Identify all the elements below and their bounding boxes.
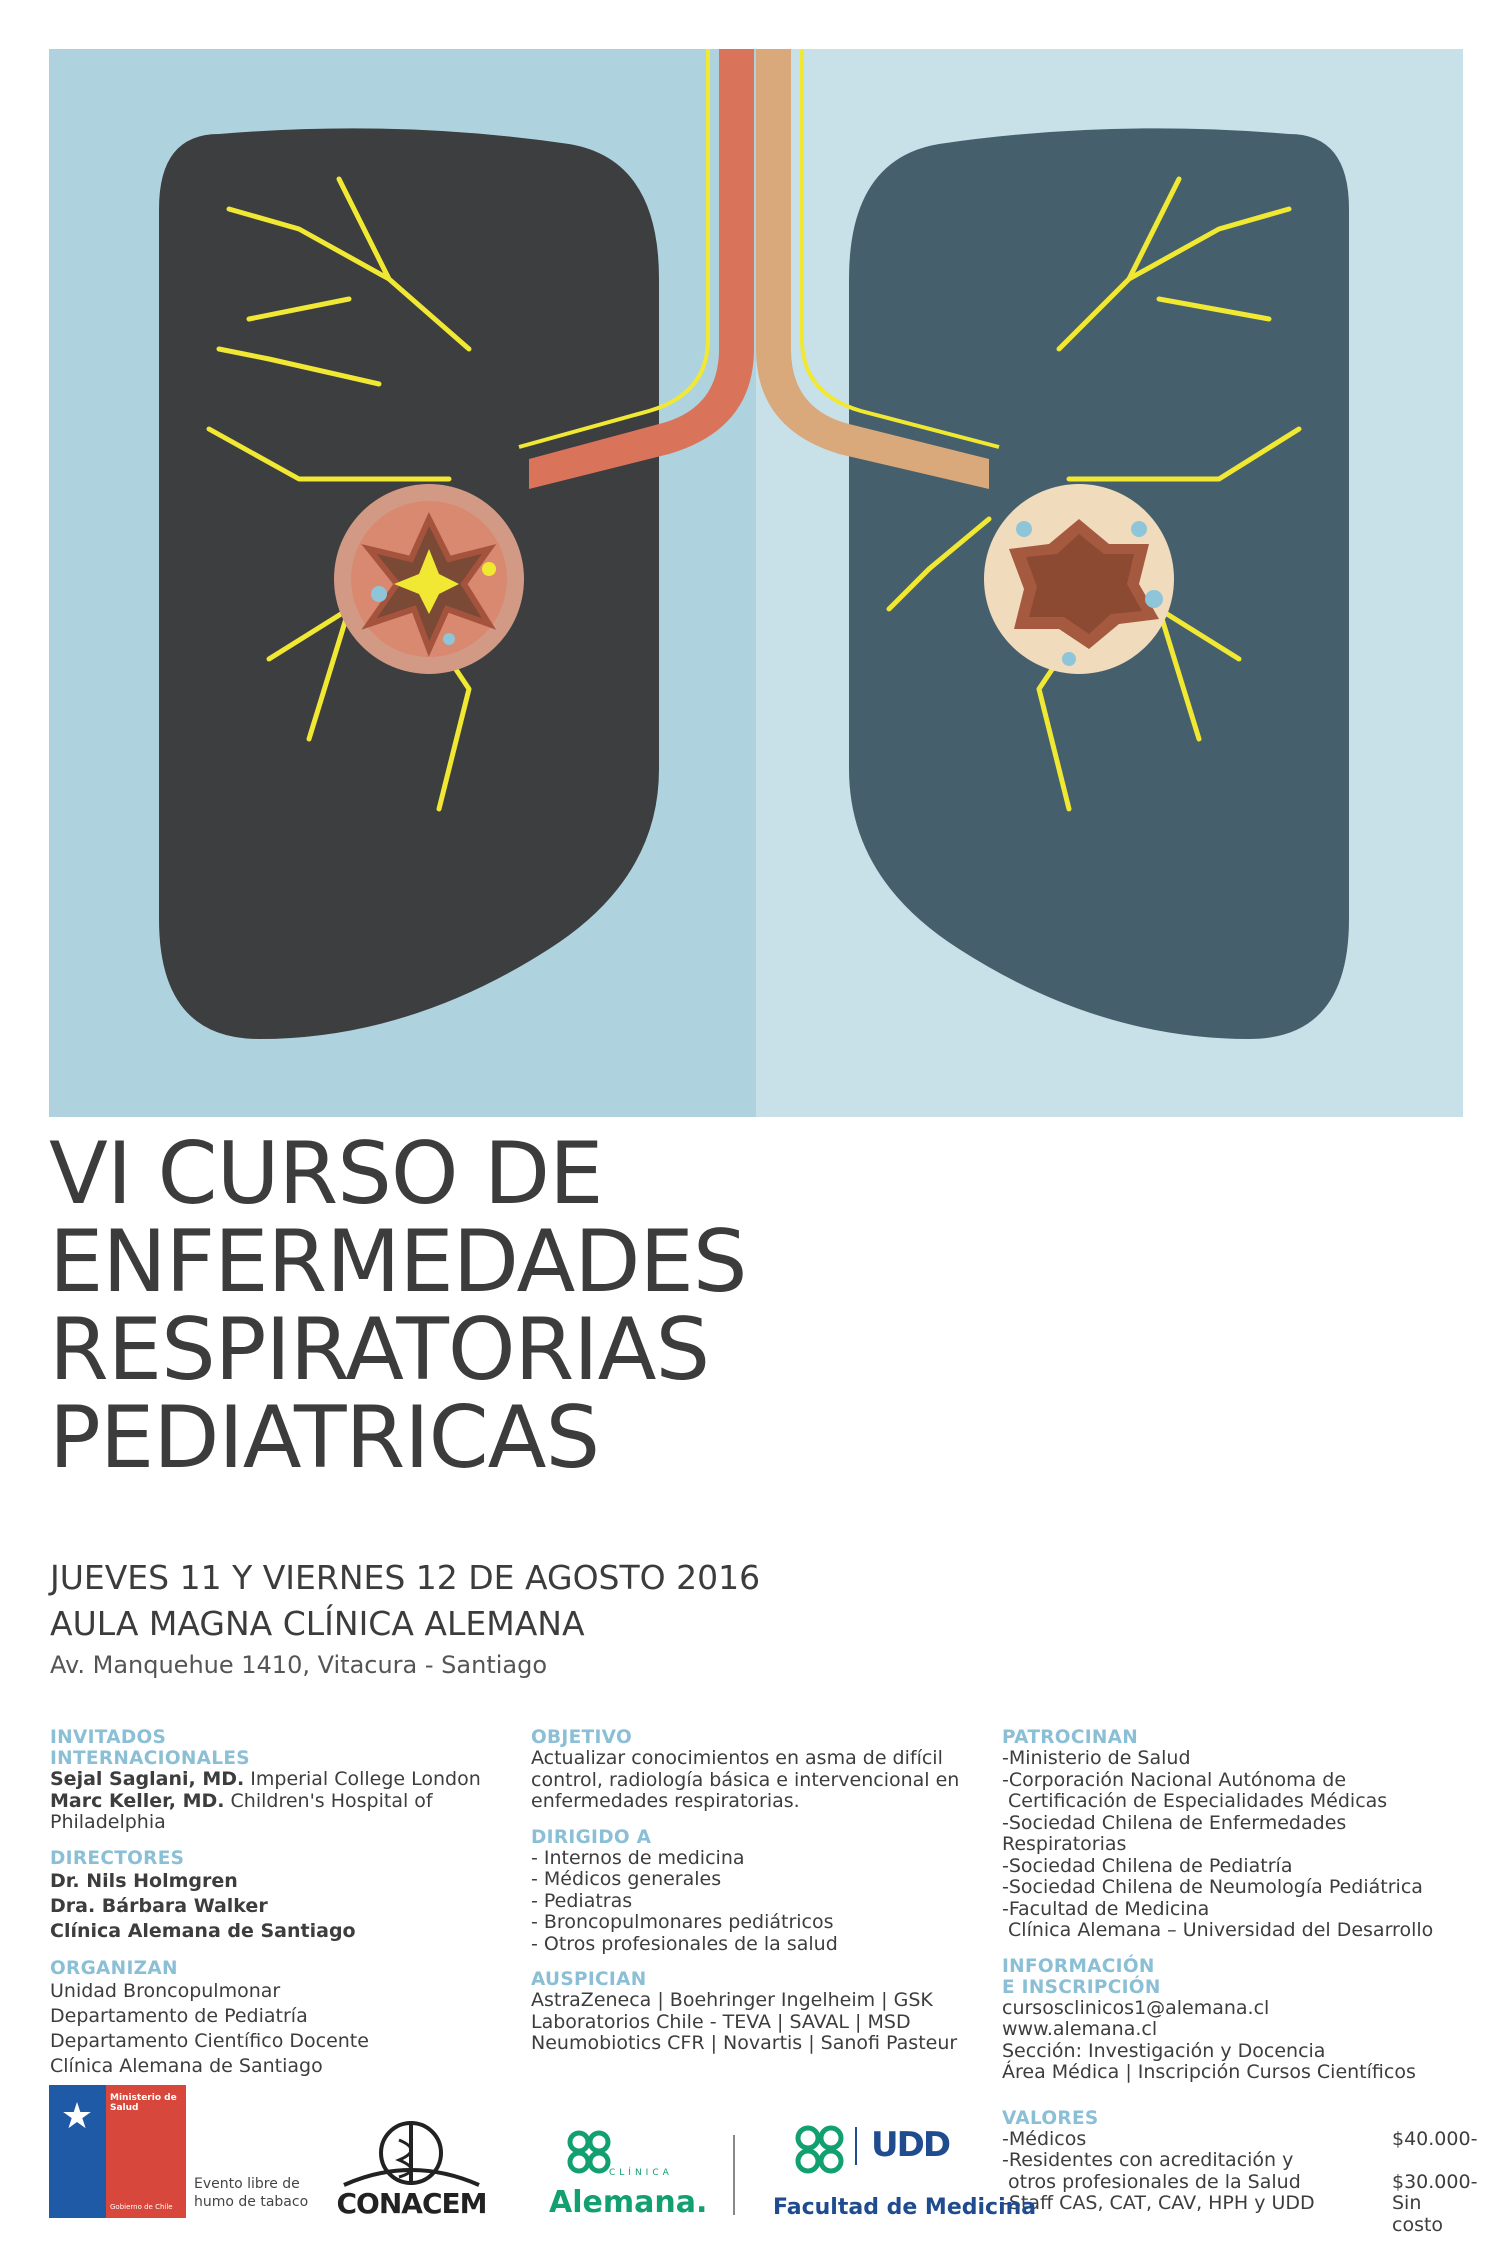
patrocinan-line-3: Certificación de Especialidades Médicas xyxy=(1002,1790,1388,1812)
patrocinan-line-1: -Ministerio de Salud xyxy=(1002,1747,1191,1769)
patrocinan-heading: PATROCINAN xyxy=(1002,1727,1139,1748)
title-line-3: RESPIRATORIAS xyxy=(49,1300,710,1400)
guest-2: Marc Keller, MD. Children's Hospital of Philadelphia xyxy=(50,1789,433,1833)
informacion-line-3: Sección: Investigación y Docencia xyxy=(1002,2039,1326,2062)
info-column-middle xyxy=(531,1727,991,2055)
title-line-1: VI CURSO DE xyxy=(49,1124,603,1224)
invitados-heading-2: INTERNACIONALES xyxy=(50,1748,250,1769)
event-venue: AULA MAGNA CLÍNICA ALEMANA xyxy=(50,1604,585,1643)
price-row: otros profesionales de la Salud $30.000- xyxy=(1002,2170,1478,2193)
auspician-line-1: AstraZeneca | Boehringer Ingelheim | GSK xyxy=(531,1989,933,2011)
event-address: Av. Manquehue 1410, Vitacura - Santiago xyxy=(50,1651,548,1679)
price-row: -Residentes con acreditación y xyxy=(1002,2149,1294,2171)
organizer-2: Departamento de Pediatría xyxy=(50,2004,308,2027)
informacion-heading-2: E INSCRIPCIÓN xyxy=(1002,1976,1161,1998)
informacion-line-4: Área Médica | Inscripción Cursos Científicos xyxy=(1002,2061,1416,2083)
objetivo-line-3: enfermedades respiratorias. xyxy=(531,1790,800,1812)
smoke-free-text: Evento libre de humo de tabaco xyxy=(194,2176,309,2210)
auspician-line-3: Neumobiotics CFR | Novartis | Sanofi Pasteur xyxy=(531,2032,958,2054)
invitados-heading-1: INVITADOS xyxy=(50,1727,167,1748)
title-line-2: ENFERMEDADES xyxy=(49,1212,747,1312)
patrocinan-line-4: -Sociedad Chilena de Enfermedades Respiratorias xyxy=(1002,1811,1347,1855)
valores-heading: VALORES xyxy=(1002,2107,1099,2129)
info-column-left xyxy=(50,1727,520,2079)
dirigido-item-4: - Broncopulmonares pediátricos xyxy=(531,1911,834,1933)
patrocinan-line-7: -Facultad de Medicina xyxy=(1002,1897,1210,1920)
facultad-medicina-logo: UDD Facultad de Medicina xyxy=(773,2125,1037,2220)
price-row: -Médicos $40.000- xyxy=(1002,2127,1478,2150)
conacem-logo: CONACEM xyxy=(324,2115,499,2220)
director-1: Dr. Nils Holmgren xyxy=(50,1869,238,1892)
patrocinan-line-6: -Sociedad Chilena de Neumología Pediátrica xyxy=(1002,1876,1423,1898)
info-column-right xyxy=(1002,1727,1478,2236)
course-title xyxy=(49,1124,1149,1488)
lungs-illustration xyxy=(49,49,1463,1117)
auspician-heading: AUSPICIAN xyxy=(531,1969,647,1990)
objetivo-line-2: control, radiología básica e intervencional en xyxy=(531,1768,960,1791)
organizer-3: Departamento Científico Docente xyxy=(50,2029,369,2052)
objetivo-heading: OBJETIVO xyxy=(531,1727,632,1748)
patrocinan-line-2: -Corporación Nacional Autónoma de xyxy=(1002,1768,1347,1791)
price-row: -Staff CAS, CAT, CAV, HPH y UDD Sin costo xyxy=(1002,2192,1444,2236)
dirigido-item-3: - Pediatras xyxy=(531,1889,633,1912)
informacion-heading-1: INFORMACIÓN xyxy=(1002,1955,1155,1977)
email-link[interactable]: cursosclinicos1@alemana.cl xyxy=(1002,1996,1270,2019)
star-icon: ★ xyxy=(60,2096,94,2137)
patrocinan-line-8: Clínica Alemana – Universidad del Desarrollo xyxy=(1002,1919,1434,1941)
patrocinan-line-5: -Sociedad Chilena de Pediatría xyxy=(1002,1854,1293,1877)
title-line-4: PEDIATRICAS xyxy=(49,1388,600,1488)
logo-divider xyxy=(733,2135,735,2215)
organizer-1: Unidad Broncopulmonar xyxy=(50,1979,281,2002)
event-date: JUEVES 11 Y VIERNES 12 DE AGOSTO 2016 xyxy=(50,1558,761,1597)
organizer-4: Clínica Alemana de Santiago xyxy=(50,2054,323,2077)
website-link[interactable]: www.alemana.cl xyxy=(1002,2018,1158,2040)
dirigido-heading: DIRIGIDO A xyxy=(531,1826,652,1848)
sponsor-logos xyxy=(49,2085,1049,2220)
auspician-line-2: Laboratorios Chile - TEVA | SAVAL | MSD xyxy=(531,2010,911,2033)
organizan-heading: ORGANIZAN xyxy=(50,1957,178,1979)
clinica-alemana-logo: CLÍNICA Alemana. xyxy=(549,2130,699,2220)
objetivo-line-1: Actualizar conocimientos en asma de difícil xyxy=(531,1747,943,1769)
directores-heading: DIRECTORES xyxy=(50,1847,185,1869)
director-3: Clínica Alemana de Santiago xyxy=(50,1919,356,1942)
dirigido-item-1: - Internos de medicina xyxy=(531,1846,745,1869)
dirigido-item-5: - Otros profesionales de la salud xyxy=(531,1932,838,1955)
dirigido-item-2: - Médicos generales xyxy=(531,1868,722,1890)
director-2: Dra. Bárbara Walker xyxy=(50,1894,268,1917)
guest-1: Sejal Saglani, MD. Imperial College London xyxy=(50,1768,481,1790)
ministerio-salud-logo: ★ Ministerio de Salud Gobierno de Chile xyxy=(49,2085,186,2218)
